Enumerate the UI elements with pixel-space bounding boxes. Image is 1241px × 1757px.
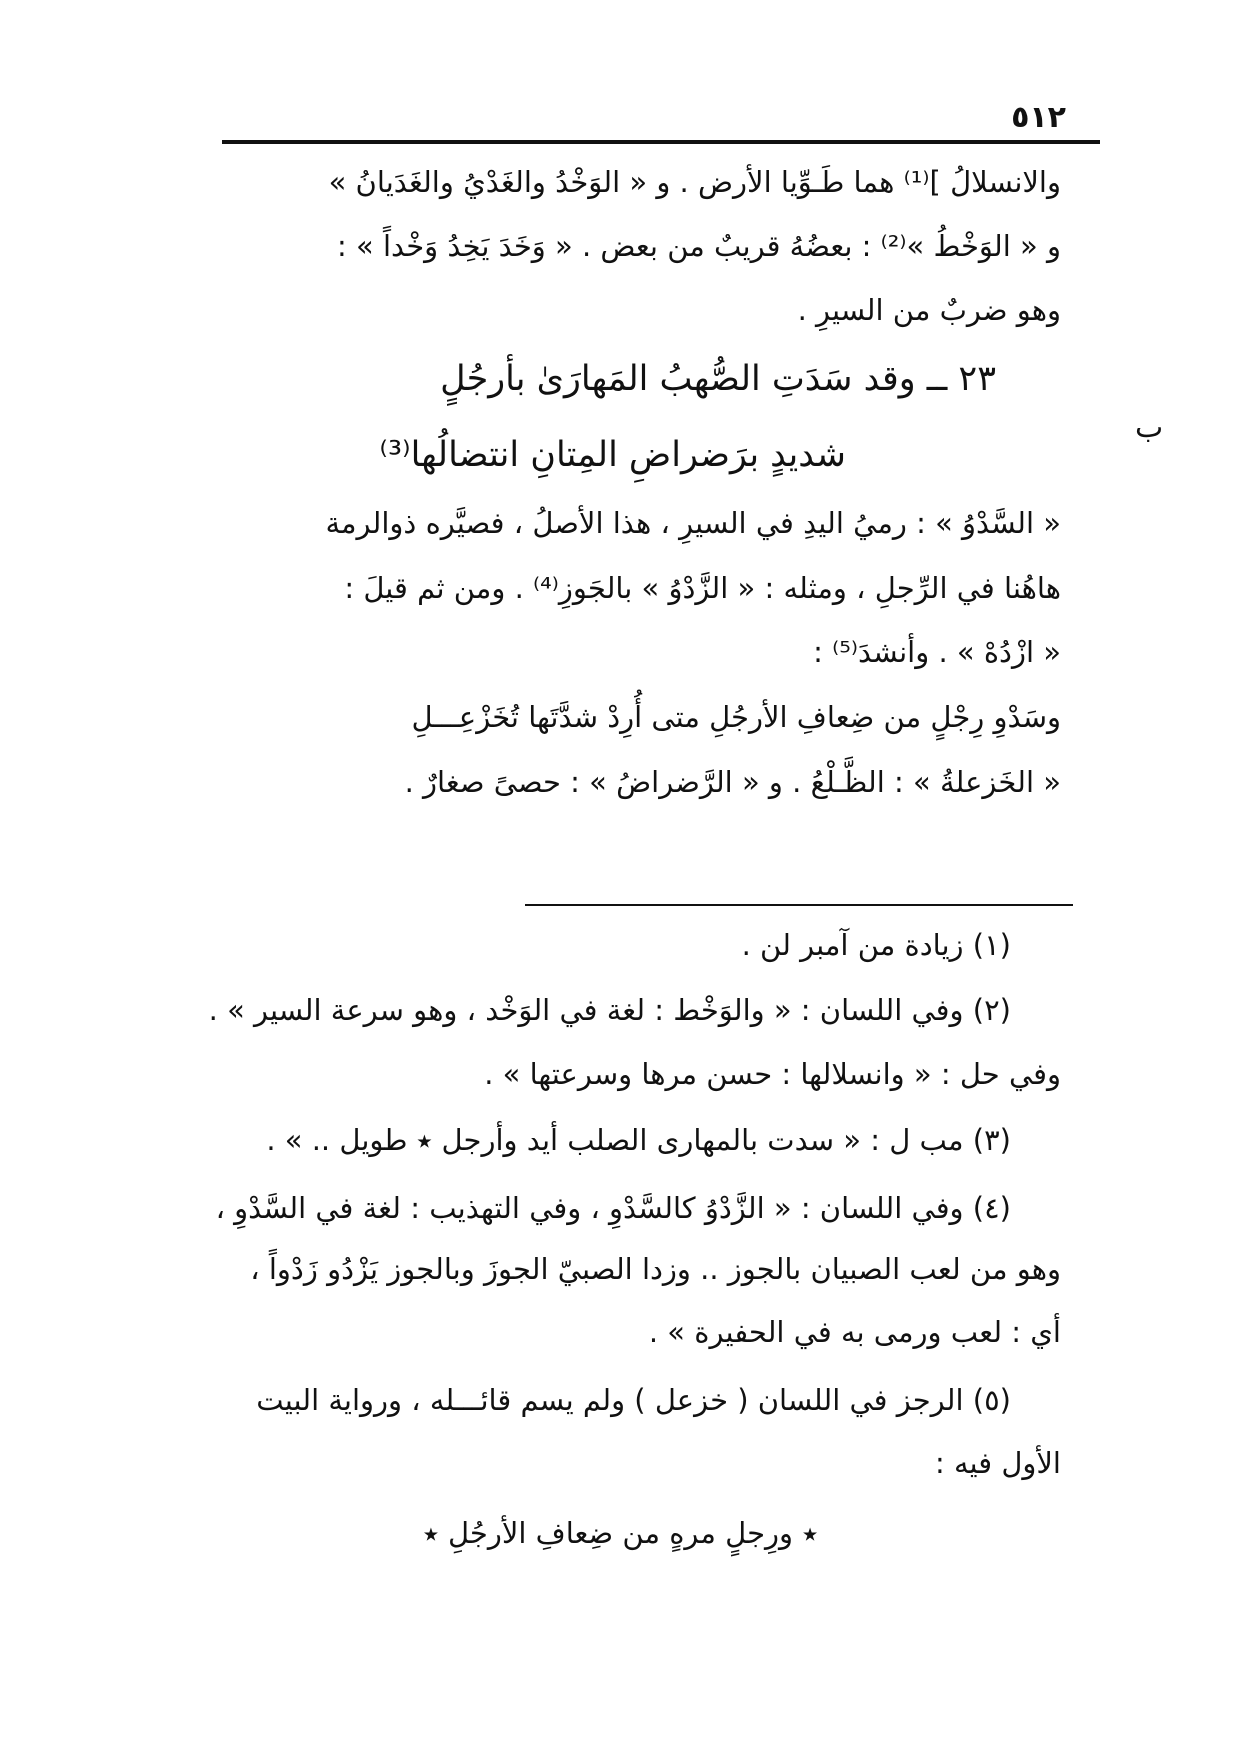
header-rule — [222, 140, 1100, 144]
footnote-5-cont: الأول فيه : — [934, 1446, 1061, 1480]
body-line-1: والانسلالُ ]⁽¹⁾ هما طَـوِّيا الأرض . و « الوَخْدُ والغَدْيُ والغَدَيانُ » — [328, 165, 1061, 199]
rajaz-verse: وسَدْوِ رِجْلٍ من ضِعافِ الأرجُلِ متى أُرِدْ شدَّتَها تُخَزْعِـــلِ — [411, 700, 1061, 734]
footnote-5: (٥) الرجز في اللسان ( خزعل ) ولم يسم قائـــله ، ورواية البيت — [256, 1383, 1011, 1417]
body-line-2: و « الوَخْطُ »⁽²⁾ : بعضُهُ قريبٌ من بعض . « وَخَدَ يَخِدُ وَخْداً » : — [337, 229, 1061, 263]
footnote-3: (٣) مب ل : « سدت بالمهارى الصلب أيد وأرجل ⭑ طويل .. » . — [266, 1123, 1011, 1157]
footnote-4: (٤) وفي اللسان : « الزَّدْوُ كالسَّدْوِ ، وفي التهذيب : لغة في السَّدْوِ ، — [215, 1191, 1011, 1225]
body-line-6: « ازْدُهْ » . وأنشدَ⁽⁵⁾ : — [813, 635, 1061, 669]
body-line-3: وهو ضربٌ من السيرِ . — [797, 293, 1061, 327]
body-line-7: « الخَزعلةُ » : الظَّـلْعُ . و « الرَّضراضُ » : حصىً صغارٌ . — [404, 765, 1061, 799]
margin-mark: ب — [1135, 410, 1164, 445]
footnote-1: (١) زيادة من آمبر لن . — [741, 928, 1011, 962]
footnote-2: (٢) وفي اللسان : « والوَخْط : لغة في الوَخْد ، وهو سرعة السير » . — [208, 993, 1011, 1027]
footnote-rule — [525, 904, 1073, 906]
body-line-5: هاهُنا في الرِّجلِ ، ومثله : « الزَّدْوُ » بالجَوزِ⁽⁴⁾ . ومن ثم قيلَ : — [344, 571, 1061, 605]
footnote-5-verse: ⭑ ورِجلٍ مرهٍ من ضِعافِ الأرجُلِ ⭑ — [423, 1516, 818, 1550]
verse-line-2: شديدٍ برَضراضِ المِتانِ انتضالُها⁽³⁾ — [379, 435, 846, 475]
footnote-2-cont: وفي حل : « وانسلالها : حسن مرها وسرعتها » . — [484, 1057, 1061, 1091]
footnote-4-cont-2: أي : لعب ورمى به في الحفيرة » . — [648, 1315, 1061, 1349]
page-number: ٥١٢ — [1011, 100, 1066, 135]
footnote-4-cont-1: وهو من لعب الصبيان بالجوز .. وزدا الصبيّ الجوزَ وبالجوز يَزْدُو زَدْواً ، — [250, 1252, 1061, 1286]
verse-line-1: ٢٣ ــ وقد سَدَتِ الصُّهبُ المَهارَىٰ بأرجُلٍ — [440, 359, 996, 399]
body-line-4: « السَّدْوُ » : رميُ اليدِ في السيرِ ، هذا الأصلُ ، فصيَّره ذوالرمة — [325, 506, 1061, 540]
